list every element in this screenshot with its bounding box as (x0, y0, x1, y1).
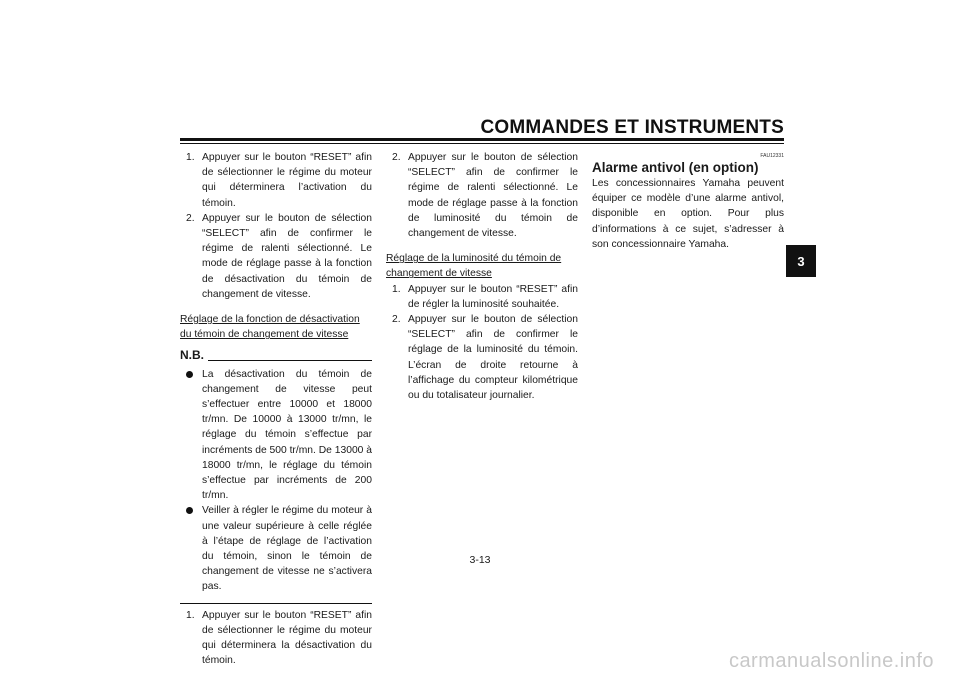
bullet-text: La désactivation du témoin de changement de vitesse peut s’effectuer entre 10000 et 18000 tr/mn. De 10000 à 13000 tr/mn, le réglage du témoin s’effectue par incréments de 500 tr/mn. De 13000 à 18000 tr/mn, le réglage du témoin s’effectue par incréments de 200 tr/mn. (202, 368, 372, 502)
step-number: 2. (392, 152, 401, 163)
step-number: 1. (186, 609, 195, 621)
note-bullet (180, 367, 372, 504)
section-paragraph: Les concessionnaires Yamaha peuvent équiper ce modèle d’une alarme antivol, disponible en option. Pour plus d’informations à ce sujet, s’adresser à son concessionnaire Yamaha. (592, 178, 784, 250)
note-bullet (180, 503, 372, 594)
step-item (386, 312, 578, 403)
step-item (180, 211, 372, 302)
column-3 (592, 150, 784, 252)
chapter-tab[interactable]: 3 (786, 245, 816, 277)
bullet-dot-icon (186, 371, 193, 378)
note-end-rule (180, 603, 372, 604)
reference-code: FAU12331 (760, 153, 784, 159)
step-text: Appuyer sur le bouton “RESET” afin de sélectionner le régime du moteur qui déterminera la désactivation du témoin. (202, 609, 372, 667)
watermark: carmanualsonline.info (728, 650, 934, 672)
step-item (180, 608, 372, 669)
note-rule (208, 360, 372, 361)
note-header (180, 348, 372, 363)
column-1 (180, 150, 372, 669)
step-text: Appuyer sur le bouton “RESET” afin de régler la luminosité souhaitée. (408, 283, 578, 310)
bullet-dot-icon (186, 507, 193, 514)
step-text: Appuyer sur le bouton “RESET” afin de sélectionner le régime du moteur qui déterminera l’activation du témoin. (202, 152, 372, 209)
subsection-heading: Réglage de la luminosité du témoin de changement de vitesse (386, 253, 562, 280)
step-item (180, 150, 372, 211)
subsection-heading: Réglage de la fonction de désactivation du témoin de changement de vitesse (180, 314, 360, 341)
column-2 (386, 150, 578, 403)
section-title: Alarme antivol (en option) (592, 160, 759, 175)
step-item (386, 150, 578, 241)
page-header-title: COMMANDES ET INSTRUMENTS (480, 117, 784, 138)
header-rule (180, 138, 784, 141)
step-text: Appuyer sur le bouton de sélection “SELECT” afin de confirmer le régime de ralenti sélectionné. Le mode de réglage passe à la fonction de luminosité du témoin de changement de vitesse. (408, 152, 578, 240)
step-item (386, 282, 578, 312)
note-label: N.B. (180, 348, 204, 363)
step-text: Appuyer sur le bouton de sélection “SELECT” afin de confirmer le régime de ralenti sélectionné. Le mode de réglage passe à la fonction de désactivation du témoin de changement de vitesse. (202, 212, 372, 300)
step-number: 1. (392, 283, 401, 295)
step-number: 2. (186, 212, 195, 224)
step-number: 2. (392, 314, 401, 326)
bullet-text: Veiller à régler le régime du moteur à une valeur supérieure à celle réglée à l’étape de réglage de l’activation du témoin, sinon le témoin de changement de vitesse ne s’activera pas. (202, 505, 372, 593)
page-number: 3-13 (469, 554, 491, 566)
header-rule-thin (180, 143, 784, 144)
step-number: 1. (186, 152, 195, 163)
step-text: Appuyer sur le bouton de sélection “SELECT” afin de confirmer le réglage de la luminosité du témoin. L’écran de droite retourne à l’affichage du compteur kilométrique ou du totalisateur journalier. (408, 314, 578, 402)
